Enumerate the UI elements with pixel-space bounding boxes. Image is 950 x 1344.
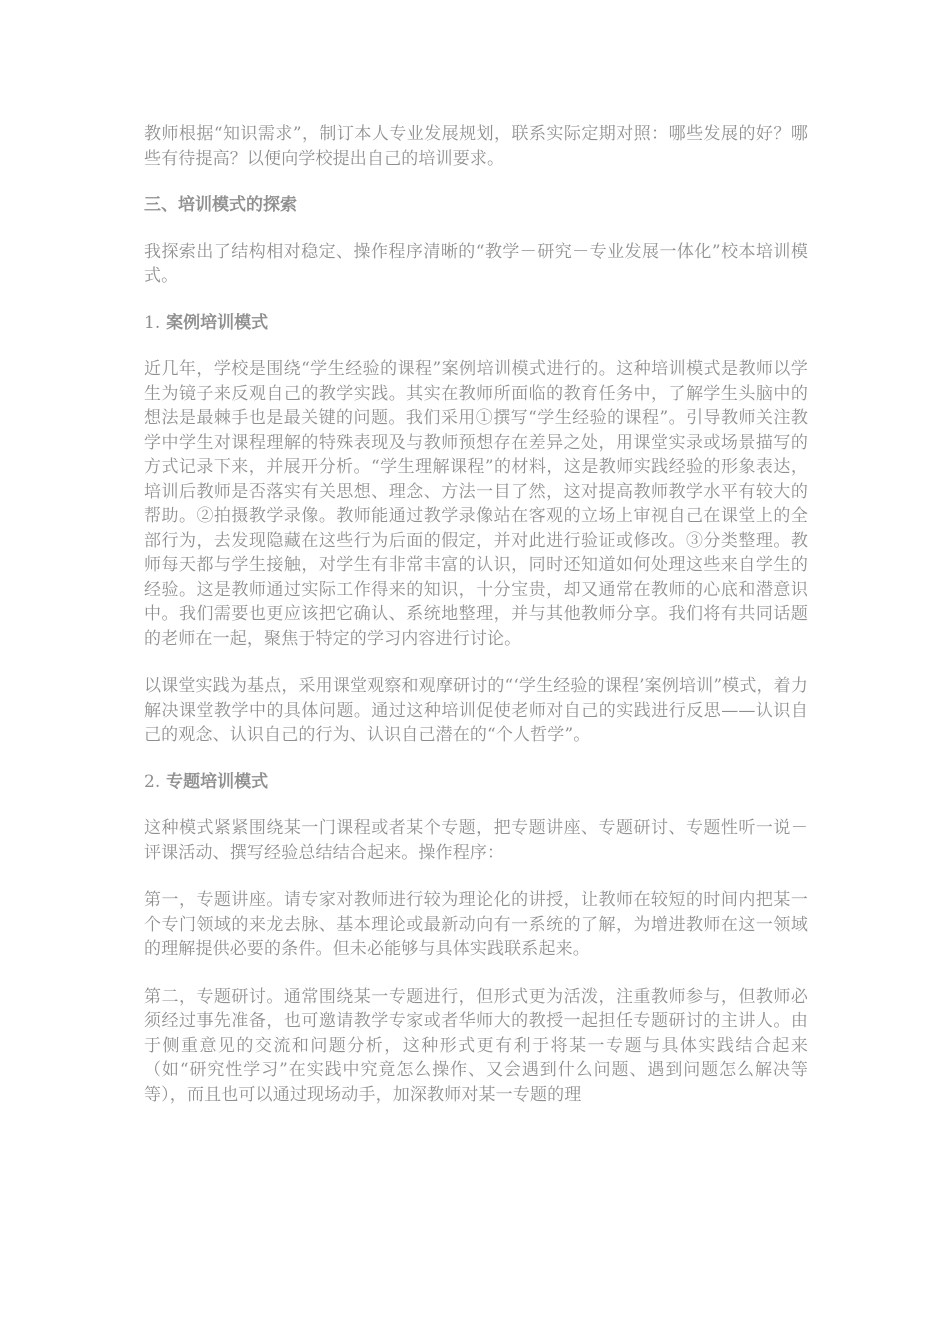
subheading-number: 1. bbox=[144, 312, 161, 333]
paragraph-topic-lecture: 第一，专题讲座。请专家对教师进行较为理论化的讲授，让教师在较短的时间内把某一个专门领域的来龙去脉、基本理论或最新动向有一系统的了解，为增进教师在这一领域的理解提供必要的条件。但未必能够与具体实践联系起来。 bbox=[144, 890, 808, 959]
subheading-text: 专题培训模式 bbox=[166, 771, 269, 792]
subheading-case-training bbox=[144, 311, 808, 336]
paragraph-knowledge-needs: 教师根据“知识需求”，制订本人专业发展规划，联系实际定期对照：哪些发展的好？哪些有待提高？以便向学校提出自己的培训要求。 bbox=[144, 124, 808, 169]
subheading-number: 2. bbox=[144, 771, 161, 792]
subheading-text: 案例培训模式 bbox=[166, 312, 269, 333]
document-page bbox=[144, 122, 808, 1107]
section-heading-training-modes: 三、培训模式的探索 bbox=[144, 195, 297, 215]
paragraph-topic-discussion: 第二，专题研讨。通常围绕某一专题进行，但形式更为活泼，注重教师参与，但教师必须经过事先准备，也可邀请教学专家或者华师大的教授一起担任专题研讨的主讲人。由于侧重意见的交流和问题分析，这种形式更有利于将某一专题与具体实践结合起来（如“研究性学习”在实践中究竟怎么操作、又会遇到什么问题、遇到问题怎么解决等等），而且也可以通过现场动手，加深教师对某一专题的理 bbox=[144, 986, 808, 1105]
subheading-topic-training bbox=[144, 770, 808, 795]
paragraph-topic-model: 这种模式紧紧围绕某一门课程或者某个专题，把专题讲座、专题研讨、专题性听一说－评课活动、撰写经验总结结合起来。操作程序： bbox=[144, 818, 808, 863]
paragraph-integrated-model: 我探索出了结构相对稳定、操作程序清晰的“教学－研究－专业发展一体化”校本培训模式。 bbox=[144, 241, 808, 286]
paragraph-case-training-detail: 近几年，学校是围绕“学生经验的课程”案例培训模式进行的。这种培训模式是教师以学生为镜子来反观自己的教学实践。其实在教师所面临的教育任务中，了解学生头脑中的想法是最棘手也是最关键的问题。我们采用①撰写“学生经验的课程”。引导教师关注教学中学生对课程理解的特殊表现及与教师预想存在差异之处，用课堂实录或场景描写的方式记录下来，并展开分析。“学生理解课程”的材料，这是教师实践经验的形象表达，培训后教师是否落实有关思想、理念、方法一目了然，这对提高教师教学水平有较大的帮助。②拍摄教学录像。教师能通过教学录像站在客观的立场上审视自己在课堂上的全部行为，去发现隐藏在这些行为后面的假定，并对此进行验证或修改。③分类整理。教师每天都与学生接触，对学生有非常丰富的认识，同时还知道如何处理这些来自学生的经验。这是教师通过实际工作得来的知识，十分宝贵，却又通常在教师的心底和潜意识中。我们需要也更应该把它确认、系统地整理，并与其他教师分享。我们将有共同话题的老师在一起，聚焦于特定的学习内容进行讨论。 bbox=[144, 359, 808, 649]
paragraph-classroom-practice: 以课堂实践为基点，采用课堂观察和观摩研讨的“‘学生经验的课程’案例培训”模式，着力解决课堂教学中的具体问题。通过这种培训促使老师对自己的实践进行反思——认识自己的观念、认识自己的行为、认识自己潜在的“个人哲学”。 bbox=[144, 676, 808, 745]
